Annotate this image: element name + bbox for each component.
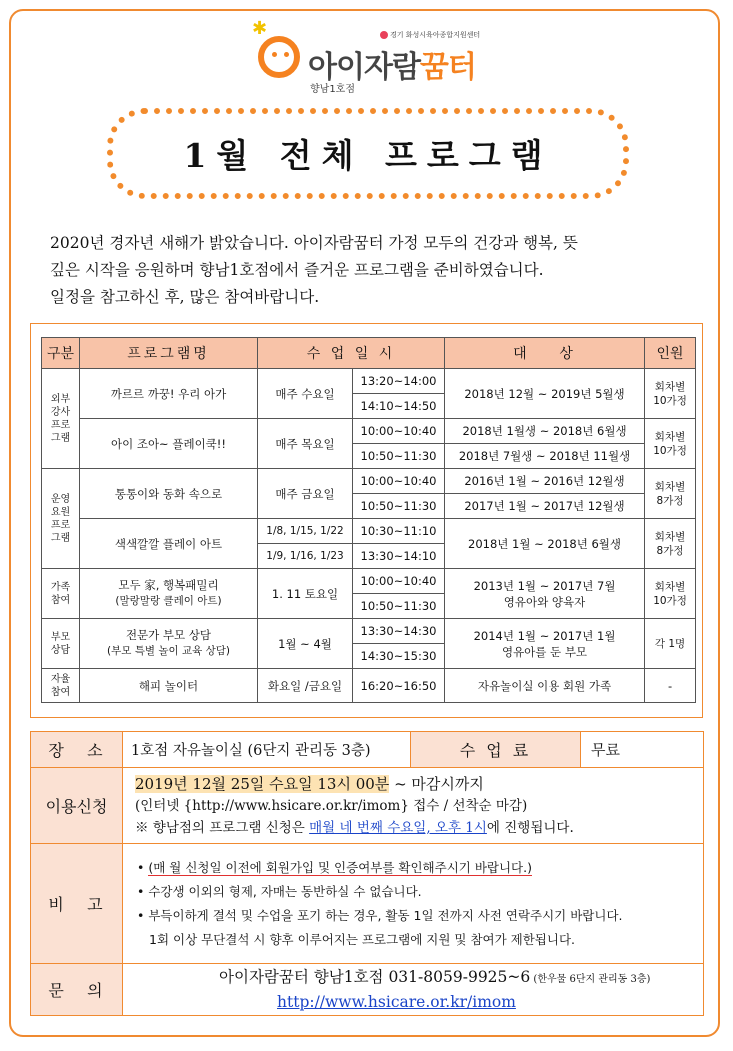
program-day: 매주 목요일 bbox=[258, 419, 353, 469]
program-target: 2018년 7월생 ~ 2018년 11월생 bbox=[445, 444, 645, 469]
info-table bbox=[30, 731, 704, 1016]
table-row bbox=[42, 619, 696, 644]
schedule-box bbox=[30, 323, 703, 718]
program-capacity: 회차별 8가정 bbox=[645, 519, 696, 569]
contact-row bbox=[31, 964, 704, 1016]
contact-value: 아이자람꿈터 향남1호점 031-8059-9925~6 (한우물 6단지 관리동 3층) http://www.hsicare.or.kr/imom bbox=[123, 964, 704, 1016]
program-time: 10:50~11:30 bbox=[353, 494, 445, 519]
place-label: 장 소 bbox=[31, 732, 123, 768]
program-day: 화요일 /금요일 bbox=[258, 669, 353, 703]
note-item: • 수강생 이외의 형제, 자매는 동반하실 수 없습니다. bbox=[137, 883, 422, 899]
logo-branch: 향남1호점 bbox=[310, 84, 356, 95]
contact-main: 아이자람꿈터 향남1호점 031-8059-9925~6 bbox=[219, 967, 531, 986]
program-name: 모두 家, 행복패밀리 (말랑말랑 클레이 아트) bbox=[80, 569, 258, 619]
program-capacity: - bbox=[645, 669, 696, 703]
note-label: 비 고 bbox=[31, 844, 123, 964]
program-time: 16:20~16:50 bbox=[353, 669, 445, 703]
header-category: 구분 bbox=[42, 338, 80, 369]
program-name: 통통이와 동화 속으로 bbox=[80, 469, 258, 519]
program-target: 2016년 1월 ~ 2016년 12월생 bbox=[445, 469, 645, 494]
header-program: 프로그램명 bbox=[80, 338, 258, 369]
program-day: 매주 금요일 bbox=[258, 469, 353, 519]
program-time: 10:00~10:40 bbox=[353, 569, 445, 594]
table-row bbox=[42, 569, 696, 594]
schedule-table bbox=[41, 337, 696, 703]
category-staff: 운영 요원 프로 그램 bbox=[42, 469, 80, 569]
star-icon: ✱ bbox=[252, 18, 268, 39]
intro-text bbox=[50, 230, 700, 311]
title-box bbox=[107, 108, 629, 199]
logo bbox=[252, 18, 492, 95]
program-target: 2017년 1월 ~ 2017년 12월생 bbox=[445, 494, 645, 519]
program-capacity: 각 1명 bbox=[645, 619, 696, 669]
apply-row bbox=[31, 768, 704, 844]
program-time: 10:30~11:10 bbox=[353, 519, 445, 544]
note-item-cont: 1회 이상 무단결석 시 향후 이루어지는 프로그램에 지원 및 참여가 제한됩니다. bbox=[149, 931, 575, 947]
apply-schedule-link[interactable]: 매월 네 번째 수요일, 오후 1시 bbox=[309, 819, 487, 836]
program-target: 2018년 1월생 ~ 2018년 6월생 bbox=[445, 419, 645, 444]
intro-line: 일정을 참고하신 후, 많은 참여바랍니다. bbox=[50, 288, 320, 306]
note-item: • 부득이하게 결석 및 수업을 포기 하는 경우, 활동 1일 전까지 사전 연락주시기 바랍니다. bbox=[137, 907, 623, 923]
intro-line: 깊은 시작을 응원하며 향남1호점에서 즐거운 프로그램을 준비하였습니다. bbox=[50, 261, 544, 279]
logo-wordmark: 아이자람꿈터 bbox=[308, 50, 476, 85]
smile-face-icon bbox=[258, 36, 300, 78]
program-time: 13:20~14:00 bbox=[353, 369, 445, 394]
program-time: 14:30~15:30 bbox=[353, 644, 445, 669]
program-capacity: 회차별 10가정 bbox=[645, 569, 696, 619]
fee-value: 무료 bbox=[581, 732, 704, 768]
program-time: 13:30~14:10 bbox=[353, 544, 445, 569]
apply-value: 2019년 12월 25일 수요일 13시 00분 ~ 마감시까지 (인터넷 {http://www.hsicare.or.kr/imom} 접수 / 선착순 마감) ※ 향남점의 프로그램 신청은 매월 네 번째 수요일, 오후 1시에 진행됩니다. bbox=[123, 768, 704, 844]
note-value bbox=[123, 844, 704, 964]
note-item: • (매 월 신청일 이전에 회원가입 및 인증여부를 확인해주시기 바랍니다.) bbox=[137, 859, 532, 875]
category-family: 가족 참여 bbox=[42, 569, 80, 619]
apply-internet: (인터넷 {http://www.hsicare.or.kr/imom} 접수 / 선착순 마감) bbox=[135, 797, 528, 814]
program-capacity: 회차별 10가정 bbox=[645, 419, 696, 469]
program-time: 13:30~14:30 bbox=[353, 619, 445, 644]
program-target: 2013년 1월 ~ 2017년 7월 영유아와 양육자 bbox=[445, 569, 645, 619]
program-time: 10:50~11:30 bbox=[353, 594, 445, 619]
program-day: 1월 ~ 4월 bbox=[258, 619, 353, 669]
program-day: 1/9, 1/16, 1/23 bbox=[258, 544, 353, 569]
program-time: 10:00~10:40 bbox=[353, 419, 445, 444]
org-dot-icon bbox=[380, 31, 388, 39]
fee-label: 수 업 료 bbox=[411, 732, 581, 768]
program-day: 매주 수요일 bbox=[258, 369, 353, 419]
header-target: 대 상 bbox=[445, 338, 645, 369]
program-target: 2018년 1월 ~ 2018년 6월생 bbox=[445, 519, 645, 569]
program-capacity: 회차별 8가정 bbox=[645, 469, 696, 519]
table-header-row bbox=[42, 338, 696, 369]
contact-label: 문 의 bbox=[31, 964, 123, 1016]
program-name: 전문가 부모 상담 (부모 특별 놀이 교육 상담) bbox=[80, 619, 258, 669]
table-row bbox=[42, 419, 696, 444]
apply-date: 2019년 12월 25일 수요일 13시 00분 bbox=[135, 774, 390, 793]
note-row bbox=[31, 844, 704, 964]
program-capacity: 회차별 10가정 bbox=[645, 369, 696, 419]
table-row bbox=[42, 469, 696, 494]
table-row bbox=[42, 519, 696, 544]
program-day: 1. 11 토요일 bbox=[258, 569, 353, 619]
place-row bbox=[31, 732, 704, 768]
intro-line: 2020년 경자년 새해가 밝았습니다. 아이자람꿈터 가정 모두의 건강과 행복, 뜻 bbox=[50, 234, 578, 252]
program-target: 2014년 1월 ~ 2017년 1월 영유아를 둔 부모 bbox=[445, 619, 645, 669]
contact-url-link[interactable]: http://www.hsicare.or.kr/imom bbox=[277, 992, 516, 1011]
program-time: 10:50~11:30 bbox=[353, 444, 445, 469]
table-row bbox=[42, 669, 696, 703]
program-target: 2018년 12월 ~ 2019년 5월생 bbox=[445, 369, 645, 419]
apply-label: 이용신청 bbox=[31, 768, 123, 844]
program-time: 10:00~10:40 bbox=[353, 469, 445, 494]
program-name: 까르르 까꿍! 우리 아가 bbox=[80, 369, 258, 419]
table-row bbox=[42, 369, 696, 394]
program-name: 색색깔깔 플레이 아트 bbox=[80, 519, 258, 569]
category-free: 자율 참여 bbox=[42, 669, 80, 703]
program-time: 14:10~14:50 bbox=[353, 394, 445, 419]
category-outside: 외부 강사 프로 그램 bbox=[42, 369, 80, 469]
logo-org: 경기 화성시육아종합지원센터 bbox=[380, 30, 480, 40]
program-name: 해피 놀이터 bbox=[80, 669, 258, 703]
program-name: 아이 조아~ 플레이쿡!! bbox=[80, 419, 258, 469]
category-parent: 부모 상담 bbox=[42, 619, 80, 669]
program-target: 자유놀이실 이용 회원 가족 bbox=[445, 669, 645, 703]
program-day: 1/8, 1/15, 1/22 bbox=[258, 519, 353, 544]
page-title: 1월 전체 프로그램 bbox=[183, 136, 553, 175]
place-value: 1호점 자유놀이실 (6단지 관리동 3층) bbox=[123, 732, 411, 768]
header-capacity: 인원 bbox=[645, 338, 696, 369]
header-datetime: 수 업 일 시 bbox=[258, 338, 445, 369]
